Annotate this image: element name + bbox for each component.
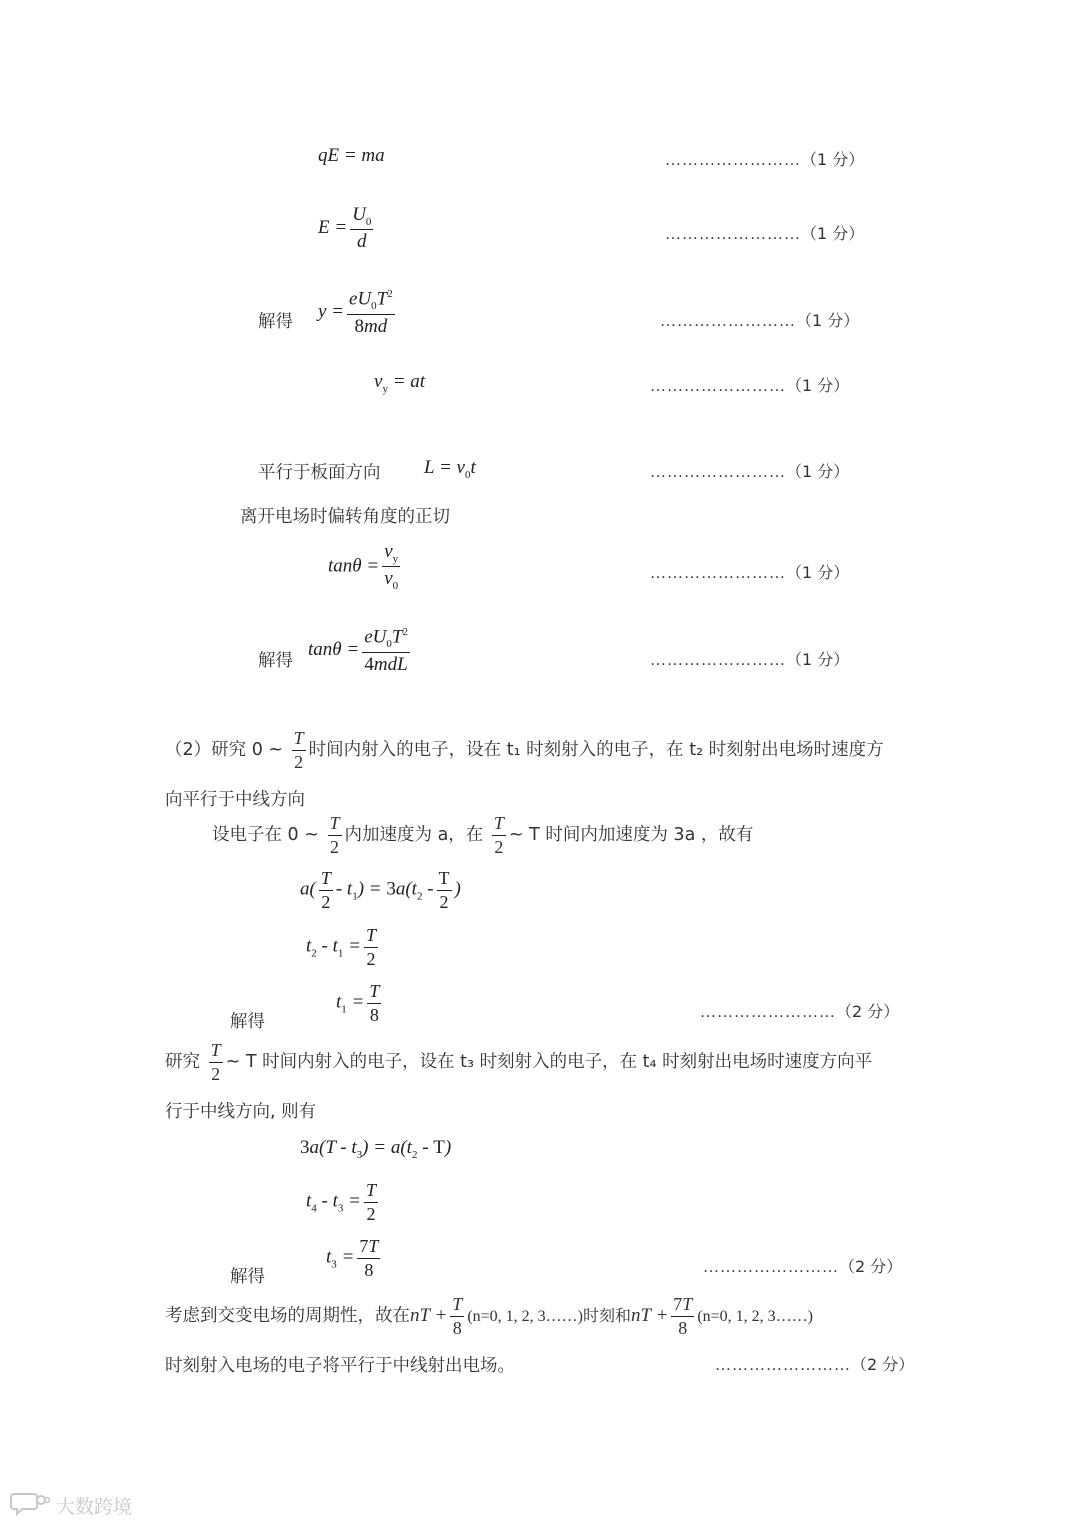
eq-t1: $t_1$ = $\frac{T}{8}$: [336, 981, 380, 1025]
score-line-3: ……………………（1 分）: [660, 311, 860, 330]
label-deflection-tangent: 离开电场时偏转角度的正切: [240, 507, 450, 527]
score-line-1: ……………………（1 分）: [665, 150, 865, 169]
label-jiede-4: 解得: [230, 1267, 265, 1287]
eq-qE-ma: qE = ma: [318, 145, 385, 166]
score-line-10: ……………………（2 分）: [715, 1355, 915, 1374]
score-line-9: ……………………（2 分）: [703, 1257, 903, 1276]
part2-set-accel: 设电子在 0 ~ $\frac{T}{2}$ 内加速度为 a，在 $\frac{T}{2}$ ~ T 时间内加速度为 3a ，故有: [212, 813, 754, 857]
part2-study1-line2: 向平行于中线方向: [165, 790, 305, 810]
speech-bubble-logo-icon: [10, 1490, 50, 1521]
eq-E-U0-d: E = $\frac{U_0}{d}$: [318, 204, 372, 253]
eq-tan-theta-1: tanθ = $\frac{v_y}{v_0}$: [328, 541, 399, 593]
label-parallel-dir: 平行于板面方向: [258, 463, 381, 483]
part2-study2: 研究 $\frac{T}{2}$ ~ T 时间内射入的电子，设在 t₃ 时刻射入的电子，在 t₄ 时刻射出电场时速度方向平: [165, 1040, 873, 1084]
eq-accel-balance: a( $\frac{T}{2}$ - $t_1) = 3a(t_2$ - $\frac{T}{2}$ ): [300, 868, 461, 912]
part2-periodicity: 考虑到交变电场的周期性，故在nT + $\frac{T}{8}$ (n=0, 1, 2, 3……)时刻和nT + $\frac{7T}{8}$ (n=0, 1, 2, 3……): [165, 1294, 813, 1338]
watermark: [10, 1490, 132, 1521]
eq-accel-balance-2: $3a(T - t_3) = a(t_2 - T)$: [300, 1137, 452, 1161]
eq-t2-t1: $t_2 - t_1$ = $\frac{T}{2}$: [306, 925, 376, 969]
label-jiede-3: 解得: [230, 1012, 265, 1032]
score-line-6: ……………………（1 分）: [650, 563, 850, 582]
watermark-text: 大数跨境: [56, 1496, 133, 1518]
label-jiede-1: 解得: [258, 312, 293, 332]
score-line-4: ……………………（1 分）: [650, 376, 850, 395]
score-line-5: ……………………（1 分）: [650, 462, 850, 481]
part2-study2-line2: 行于中线方向, 则有: [165, 1102, 317, 1122]
eq-L: $L = v_0t$: [424, 457, 476, 481]
eq-t3: $t_3$ = $\frac{7T}{8}$: [326, 1236, 379, 1280]
eq-tan-theta-2: tanθ = $\frac{eU_0T^2}{\text{4mdL}}$: [308, 626, 408, 675]
part2-periodicity-line2: 时刻射入电场的电子将平行于中线射出电场。: [165, 1356, 515, 1376]
score-line-7: ……………………（1 分）: [650, 650, 850, 669]
eq-t4-t3: $t_4 - t_3$ = $\frac{T}{2}$: [306, 1180, 376, 1224]
score-line-2: ……………………（1 分）: [665, 224, 865, 243]
label-jiede-2: 解得: [258, 651, 293, 671]
part2-study1: （2）研究 0 ~ $\frac{T}{2}$ 时间内射入的电子，设在 t₁ 时刻射入的电子，在 t₂ 时刻射出电场时速度方: [165, 728, 884, 772]
score-line-8: ……………………（2 分）: [700, 1002, 900, 1021]
eq-vy: $v_y$ = at: [374, 371, 426, 395]
eq-y: y = $\frac{eU_0T^2}{8md}$: [318, 288, 393, 337]
